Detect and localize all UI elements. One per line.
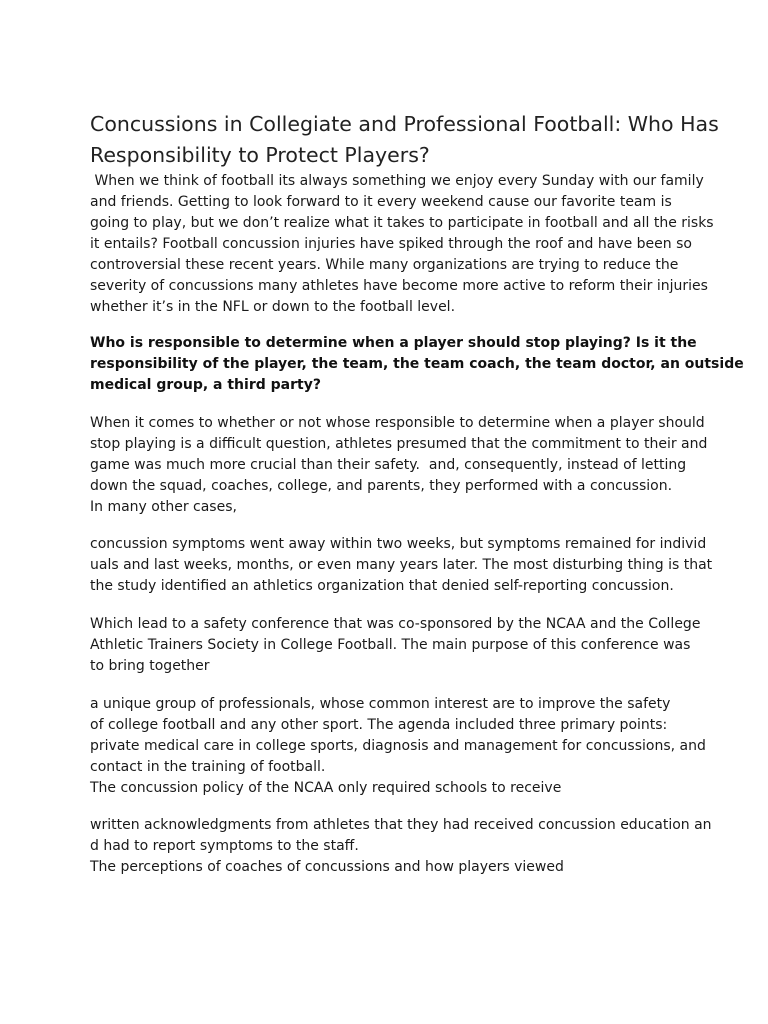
paragraph-line: down the squad, coaches, college, and parents, they performed with a concussion. [90,478,673,494]
paragraph-line: When it comes to whether or not whose responsible to determine when a player should [90,415,705,431]
paragraph-line: uals and last weeks, months, or even many years later. The most disturbing thing is that [90,557,713,573]
paragraph-line: going to play, but we don’t realize what it takes to participate in football and all the risks [90,215,714,231]
paragraph-line: stop playing is a difficult question, athletes presumed that the commitment to their and [90,436,708,452]
paragraph-line: private medical care in college sports, diagnosis and management for concussions, and [90,738,706,754]
paragraph-line: severity of concussions many athletes have become more active to reform their injuries [90,278,708,294]
conference-paragraph [90,614,701,677]
paragraph-line: and friends. Getting to look forward to it every weekend cause our favorite team is [90,194,672,210]
question-line: Who is responsible to determine when a player should stop playing? Is it the [90,335,697,351]
paragraph-line: of college football and any other sport. The agenda included three primary points: [90,717,668,733]
paragraph-line: d had to report symptoms to the staff. [90,838,359,854]
paragraph-line: a unique group of professionals, whose common interest are to improve the safety [90,696,671,712]
paragraph-line: whether it’s in the NFL or down to the football level. [90,299,456,315]
paragraph-line: concussion symptoms went away within two weeks, but symptoms remained for individ [90,536,707,552]
paragraph-line: The concussion policy of the NCAA only required schools to receive [90,780,562,796]
paragraph-line: In many other cases, [90,499,237,515]
agenda-paragraph [90,694,706,799]
paragraph-line: to bring together [90,658,210,674]
question-line: medical group, a third party? [90,377,321,393]
question-line: responsibility of the player, the team, the team coach, the team doctor, an outside [90,356,744,372]
document-title [90,109,719,171]
paragraph-line: the study identified an athletics organization that denied self-reporting concussion. [90,578,674,594]
title-line: Responsibility to Protect Players? [90,142,430,167]
paragraph-line: The perceptions of coaches of concussions and how players viewed [90,859,564,875]
paragraph-line: controversial these recent years. While many organizations are trying to reduce the [90,257,679,273]
paragraph-line: contact in the training of football. [90,759,326,775]
paragraph-line: Which lead to a safety conference that was co-sponsored by the NCAA and the College [90,616,701,632]
policy-paragraph [90,815,712,878]
paragraph-line: Athletic Trainers Society in College Football. The main purpose of this conference was [90,637,691,653]
symptoms-paragraph [90,534,713,597]
paragraph-line: game was much more crucial than their safety. and, consequently, instead of letting [90,457,687,473]
question-heading [90,333,744,396]
intro-paragraph [90,171,714,318]
paragraph-line: it entails? Football concussion injuries have spiked through the roof and have been so [90,236,692,252]
responsibility-paragraph [90,413,708,518]
paragraph-line: When we think of football its always something we enjoy every Sunday with our family [90,173,704,189]
paragraph-line: written acknowledgments from athletes that they had received concussion education an [90,817,712,833]
title-line: Concussions in Collegiate and Professional Football: Who Has [90,111,719,136]
